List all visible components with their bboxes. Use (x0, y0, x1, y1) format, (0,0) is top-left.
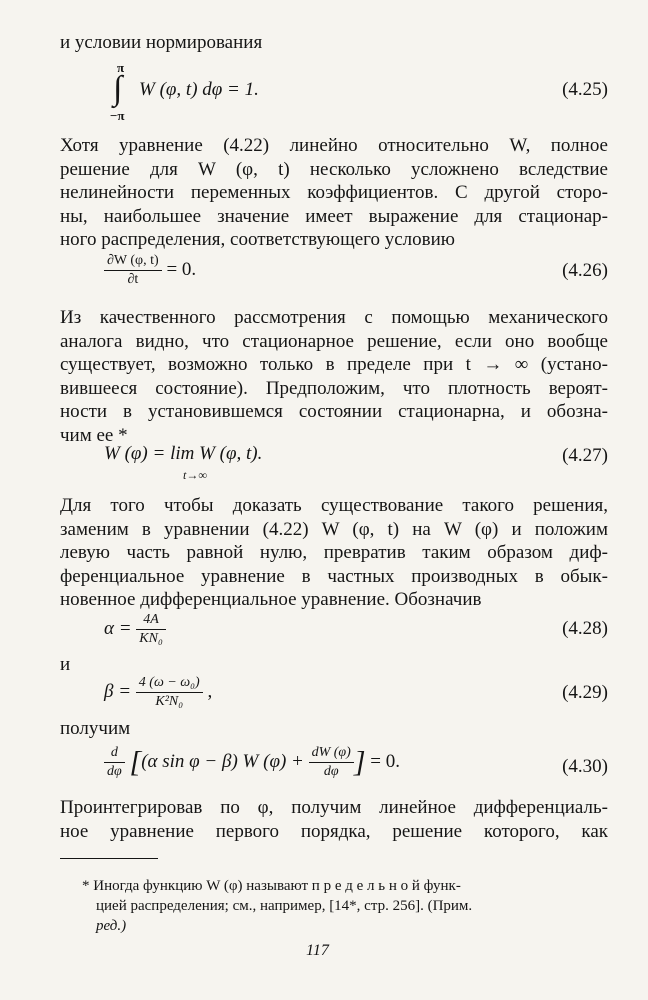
eq-4-26-numerator: ∂W (φ, t) (104, 253, 162, 271)
footnote (82, 876, 610, 936)
para1-line: ны, наибольшее значение имеет выражение для стационар- (60, 205, 608, 227)
para1-line: нелинейности переменных коэффициентов. С другой сторо- (60, 182, 608, 204)
eq-4-29-numerator: 4 (ω − ω₀) (136, 675, 203, 693)
eq-4-25-body: W (φ, t) dφ = 1. (139, 79, 259, 100)
para2-line: аналога видно, что стационарное решение, если оно вообще (60, 330, 608, 352)
eq-4-28-denominator: KN₀ (139, 631, 163, 646)
eq-4-29-denominator: K²N₀ (155, 694, 184, 709)
para1-line: решение для W (φ, t) несколько усложнено вследствие (60, 158, 608, 180)
para3-line: левую часть равной нулю, превратив таким образом диф- (60, 542, 608, 564)
footnote-rule (60, 858, 158, 859)
paragraph-4 (60, 796, 608, 843)
equation-4-30 (104, 745, 400, 780)
got-word: получим (60, 718, 131, 739)
eq-4-27-number: (4.27) (562, 445, 608, 466)
page-number: 117 (306, 942, 329, 959)
integral-sign: ∫ (113, 70, 123, 107)
para2-line: Из качественного рассмотрения с помощью механического (60, 307, 608, 328)
equation-4-29 (104, 675, 212, 710)
eq-4-28-lhs: α = (104, 617, 132, 639)
intro-line: и условии нормирования (60, 32, 263, 53)
equation-4-28 (104, 612, 166, 647)
eq-4-30-rhs: = 0. (370, 750, 400, 772)
footnote-line: * Иногда функцию W (φ) называют п р е д е л ь н о й функ- (82, 878, 461, 894)
eq-4-26-number: (4.26) (562, 260, 608, 281)
integral-lower-limit: −π (110, 108, 125, 123)
eq-4-28-numerator: 4A (136, 612, 166, 630)
integral-upper-limit: π (117, 60, 125, 75)
equation-4-26 (104, 253, 196, 288)
eq-4-30-number: (4.30) (562, 756, 608, 777)
para4-line: Проинтегрировав по φ, получим линейное дифференциаль- (60, 797, 608, 818)
para3-line: заменим в уравнении (4.22) W (φ, t) на W (φ) и положим (60, 518, 608, 540)
eq-4-30-w-num: dW (φ) (309, 745, 354, 763)
eq-4-30-d-num: d (104, 745, 125, 763)
para2-line: ности в установившемся состоянии стационарна, и обозна- (60, 401, 608, 423)
eq-4-30-inner: (α sin φ − β) W (φ) + (141, 750, 304, 772)
para2-line: чим ее * (60, 424, 128, 446)
para3-line: Для того чтобы доказать существование такого решения, (60, 495, 608, 516)
eq-4-28-number: (4.28) (562, 618, 608, 639)
para1-line: ного распределения, соответствующего условию (60, 229, 455, 251)
para4-line: ное уравнение первого порядка, решение которого, как (60, 820, 608, 842)
footnote-line: цией распределения; см., например, [14*, стр. 256]. (Прим. (96, 898, 473, 914)
eq-4-25-number: (4.25) (562, 79, 608, 100)
paragraph-2 (60, 306, 608, 448)
eq-4-30-w-den: dφ (323, 764, 339, 779)
para3-line: новенное дифференциальное уравнение. Обозначив (60, 589, 482, 611)
eq-4-29-lhs: β = (104, 680, 132, 702)
limit-subscript: t→∞ (183, 468, 207, 482)
eq-4-26-rhs: = 0. (166, 258, 197, 280)
and-word: и (60, 654, 71, 675)
eq-4-26-denominator: ∂t (127, 272, 139, 287)
eq-4-29-tail: , (207, 680, 213, 702)
footnote-line: ред.) (96, 918, 127, 934)
equation-4-27: W (φ) = lim W (φ, t). (104, 443, 263, 464)
eq-4-30-d-den: dφ (107, 764, 122, 779)
paragraph-1 (60, 134, 608, 252)
para1-line: Хотя уравнение (4.22) линейно относительно W, полное (60, 135, 608, 156)
para2-line: существует, возможно только в пределе при t → ∞ (устано- (60, 354, 608, 376)
eq-4-29-number: (4.29) (562, 682, 608, 703)
left-bracket: [ (129, 745, 142, 779)
paragraph-3 (60, 494, 608, 612)
right-bracket: ] (353, 745, 366, 779)
para2-line: вившееся состояние). Предположим, что плотность вероят- (60, 377, 608, 399)
para3-line: ференциальное уравнение в частных производных в обык- (60, 565, 608, 587)
